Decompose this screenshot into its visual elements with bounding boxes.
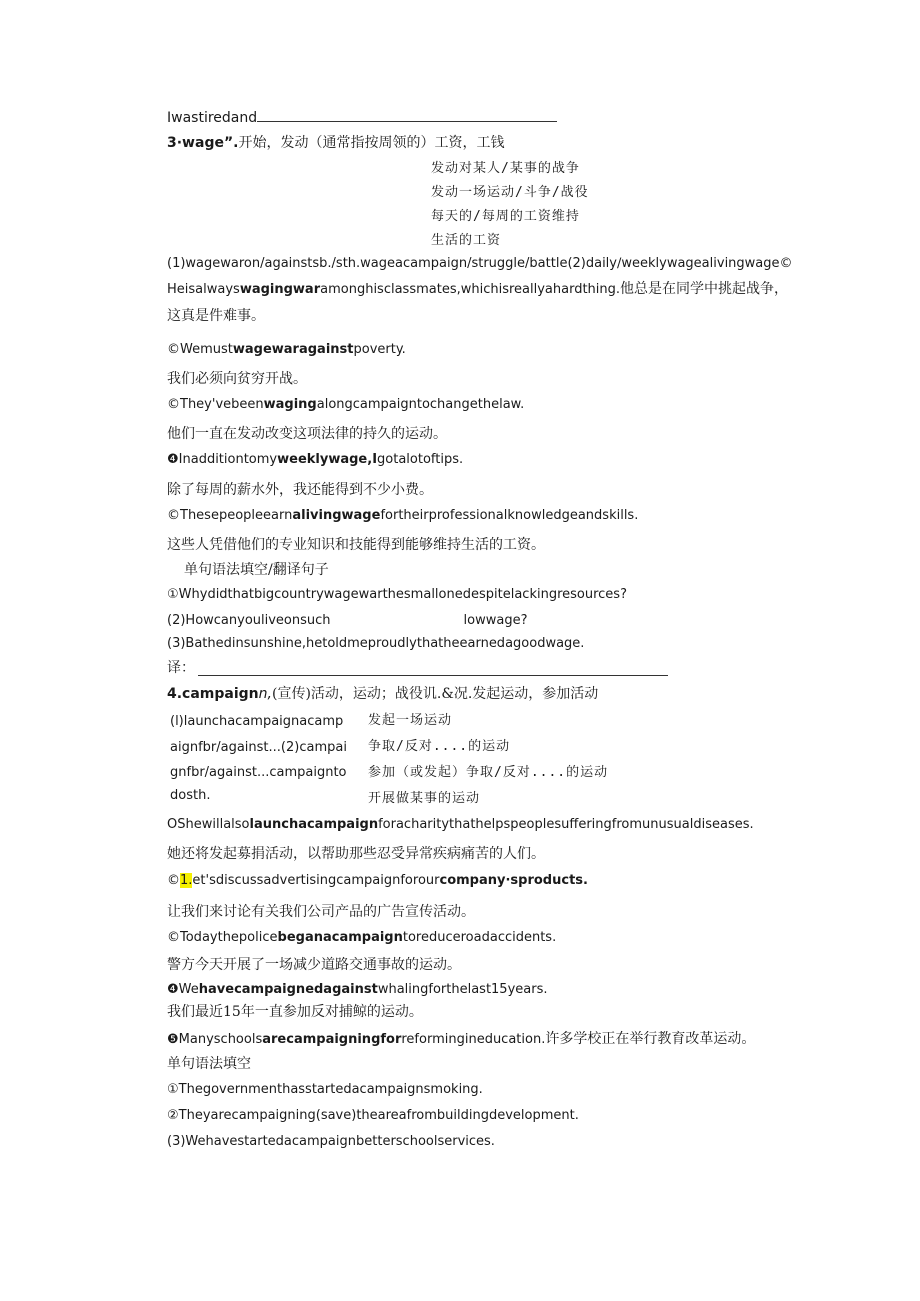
wage-headword: 3·wage”. xyxy=(167,135,239,151)
wage-header xyxy=(167,134,504,152)
circled-number: ❹ xyxy=(167,982,179,997)
campaign-phrase-2: aignfbr/against...(2)campai xyxy=(170,740,347,755)
ex-text: Manyschools xyxy=(178,1032,263,1047)
ex-text: amonghisclassmates,whichisreallyahardthing. xyxy=(320,282,621,297)
ex-text: Inadditiontomy xyxy=(178,452,278,467)
ex-keyword: wagewaragainst xyxy=(232,342,354,357)
wage-example-2 xyxy=(167,341,406,359)
circled-number: O xyxy=(167,817,178,832)
text-tired: Iwastiredand xyxy=(167,110,258,126)
wage-definition: 开始，发动（通常指按周领的）工资，工钱 xyxy=(238,135,505,151)
campaign-meaning-2: 争取/反对....的运动 xyxy=(368,739,511,754)
wage-exercise-title: 单句语法填空/翻译句子 xyxy=(184,562,329,578)
campaign-phrase-3: gnfbr/against...campaignto xyxy=(170,765,347,780)
circled-number: ❹ xyxy=(167,452,179,467)
campaign-example-1-cn: 她还将发起募捐活动，以帮助那些忍受异常疾病痛苦的人们。 xyxy=(167,846,545,862)
campaign-example-1 xyxy=(167,816,754,834)
ex-text: We xyxy=(178,982,199,997)
campaign-question-1: ①Thegovernmenthasstartedacampaignsmoking. xyxy=(167,1082,483,1097)
campaign-question-3: (3)Wehavestartedacampaignbetterschoolservices. xyxy=(167,1134,495,1149)
fill-line-1 xyxy=(167,109,557,127)
ex-text: et'sdiscussadvertisingcampaignforour xyxy=(192,873,440,888)
campaign-pos: n, xyxy=(258,686,272,702)
circled-number: ❺ xyxy=(167,1032,179,1047)
circled-number: © xyxy=(167,397,180,412)
wage-example-5 xyxy=(167,507,638,525)
ex-text: Thesepeopleearn xyxy=(180,508,293,523)
wage-meaning-3: 每天的/每周的工资维持 xyxy=(431,209,580,224)
campaign-example-4-cn: 我们最近15年一直参加反对捕鲸的运动。 xyxy=(167,1004,423,1020)
campaign-headword: 4.campaign xyxy=(167,686,259,702)
wage-meaning-1: 发动对某人/某事的战争 xyxy=(431,161,580,176)
ex-translation: 他总是在同学中挑起战争， xyxy=(620,281,789,297)
answer-blank[interactable] xyxy=(257,109,557,122)
campaign-header xyxy=(167,685,598,703)
question-text: (2)Howcanyouliveonsuch xyxy=(167,613,331,628)
ex-text: alongcampaigntochangethelaw. xyxy=(316,397,525,412)
wage-meaning-4: 生活的工资 xyxy=(431,233,502,248)
ex-text: They'vebeen xyxy=(180,397,264,412)
ex-text: Wemust xyxy=(180,342,233,357)
campaign-exercise-title: 单句语法填空 xyxy=(167,1056,251,1072)
wage-question-1: ①Whydidthatbigcountrywagewarthesmallonedespitelackingresources? xyxy=(167,587,627,602)
wage-phrases: (1)wagewaron/againstsb./sth.wageacampaign/struggle/battle(2)daily∕weeklywagealivingwage© xyxy=(167,256,793,271)
wage-question-2 xyxy=(167,612,527,630)
wage-question-3: (3)Bathedinsunshine,hetoldmeproudlythatheearnedagoodwage. xyxy=(167,636,585,651)
campaign-meaning-1: 发起一场运动 xyxy=(368,713,453,728)
ex-keyword: arecampaigningfor xyxy=(262,1032,402,1047)
ex-text: reformingineducation. xyxy=(401,1032,546,1047)
ex-keyword: company·sproducts. xyxy=(439,873,588,888)
campaign-example-4 xyxy=(167,981,548,999)
ex-text: Heisalways xyxy=(167,282,240,297)
wage-example-4 xyxy=(167,451,463,469)
campaign-meaning-4: 开展做某事的运动 xyxy=(368,791,481,806)
ex-keyword: waging xyxy=(263,397,317,412)
ex-keyword: beganacampaign xyxy=(277,930,403,945)
wage-example-2-cn: 我们必须向贫穷开战。 xyxy=(167,371,307,387)
circled-number: © xyxy=(167,342,180,357)
wage-example-1-cn: 这真是件难事。 xyxy=(167,308,265,324)
campaign-phrase-1: (l)launchacampaignacamp xyxy=(170,714,344,729)
ex-keyword: havecampaignedagainst xyxy=(198,982,378,997)
ex-text: gotalotoftips. xyxy=(377,452,464,467)
wage-example-5-cn: 这些人凭借他们的专业知识和技能得到能够维持生活的工资。 xyxy=(167,537,545,553)
campaign-example-5 xyxy=(167,1030,755,1049)
ex-text: poverty. xyxy=(353,342,406,357)
campaign-phrase-4: dosth. xyxy=(170,788,211,803)
ex-keyword: wagingwar xyxy=(239,282,321,297)
ex-keyword: weeklywage,I xyxy=(277,452,378,467)
ex-text: whalingforthelast15years. xyxy=(377,982,548,997)
translation-answer-line[interactable] xyxy=(198,674,668,676)
ex-keyword: launchacampaign xyxy=(249,817,379,832)
ex-text: foracharitythathelpspeoplesufferingfromunusualdiseases. xyxy=(378,817,754,832)
wage-example-3-cn: 他们一直在发动改变这项法律的持久的运动。 xyxy=(167,426,447,442)
wage-example-4-cn: 除了每周的薪水外，我还能得到不少小费。 xyxy=(167,482,433,498)
wage-example-3 xyxy=(167,396,524,414)
wage-example-1 xyxy=(167,280,788,299)
ex-text: toreduceroadaccidents. xyxy=(402,930,557,945)
campaign-meaning-3: 参加（或发起）争取/反对....的运动 xyxy=(368,765,609,780)
campaign-example-2 xyxy=(167,872,588,890)
circled-number: © xyxy=(167,508,180,523)
translate-label: 译： xyxy=(167,660,195,676)
campaign-example-3-cn: 警方今天开展了一场减少道路交通事故的运动。 xyxy=(167,957,461,973)
circled-number: © xyxy=(167,930,180,945)
ex-text: Shewillalso xyxy=(177,817,250,832)
ex-text: Todaythepolice xyxy=(180,930,278,945)
campaign-example-3 xyxy=(167,929,556,947)
circled-number: © xyxy=(167,873,180,888)
campaign-question-2: ②Theyarecampaigning(save)theareafrombuildingdevelopment. xyxy=(167,1108,579,1123)
ex-translation: 许多学校正在举行教育改革运动。 xyxy=(545,1031,756,1047)
campaign-example-2-cn: 让我们来讨论有关我们公司产品的广告宣传活动。 xyxy=(167,904,475,920)
question-text: lowwage? xyxy=(463,613,528,628)
ex-keyword: alivingwage xyxy=(292,508,381,523)
ex-text: fortheirprofessionalknowledgeandskills. xyxy=(380,508,639,523)
highlight-mark: 1. xyxy=(180,873,193,888)
campaign-definition: (宣传)活动，运动；战役讥.&况.发起运动，参加活动 xyxy=(271,686,599,702)
wage-meaning-2: 发动一场运动/斗争/战役 xyxy=(431,185,589,200)
